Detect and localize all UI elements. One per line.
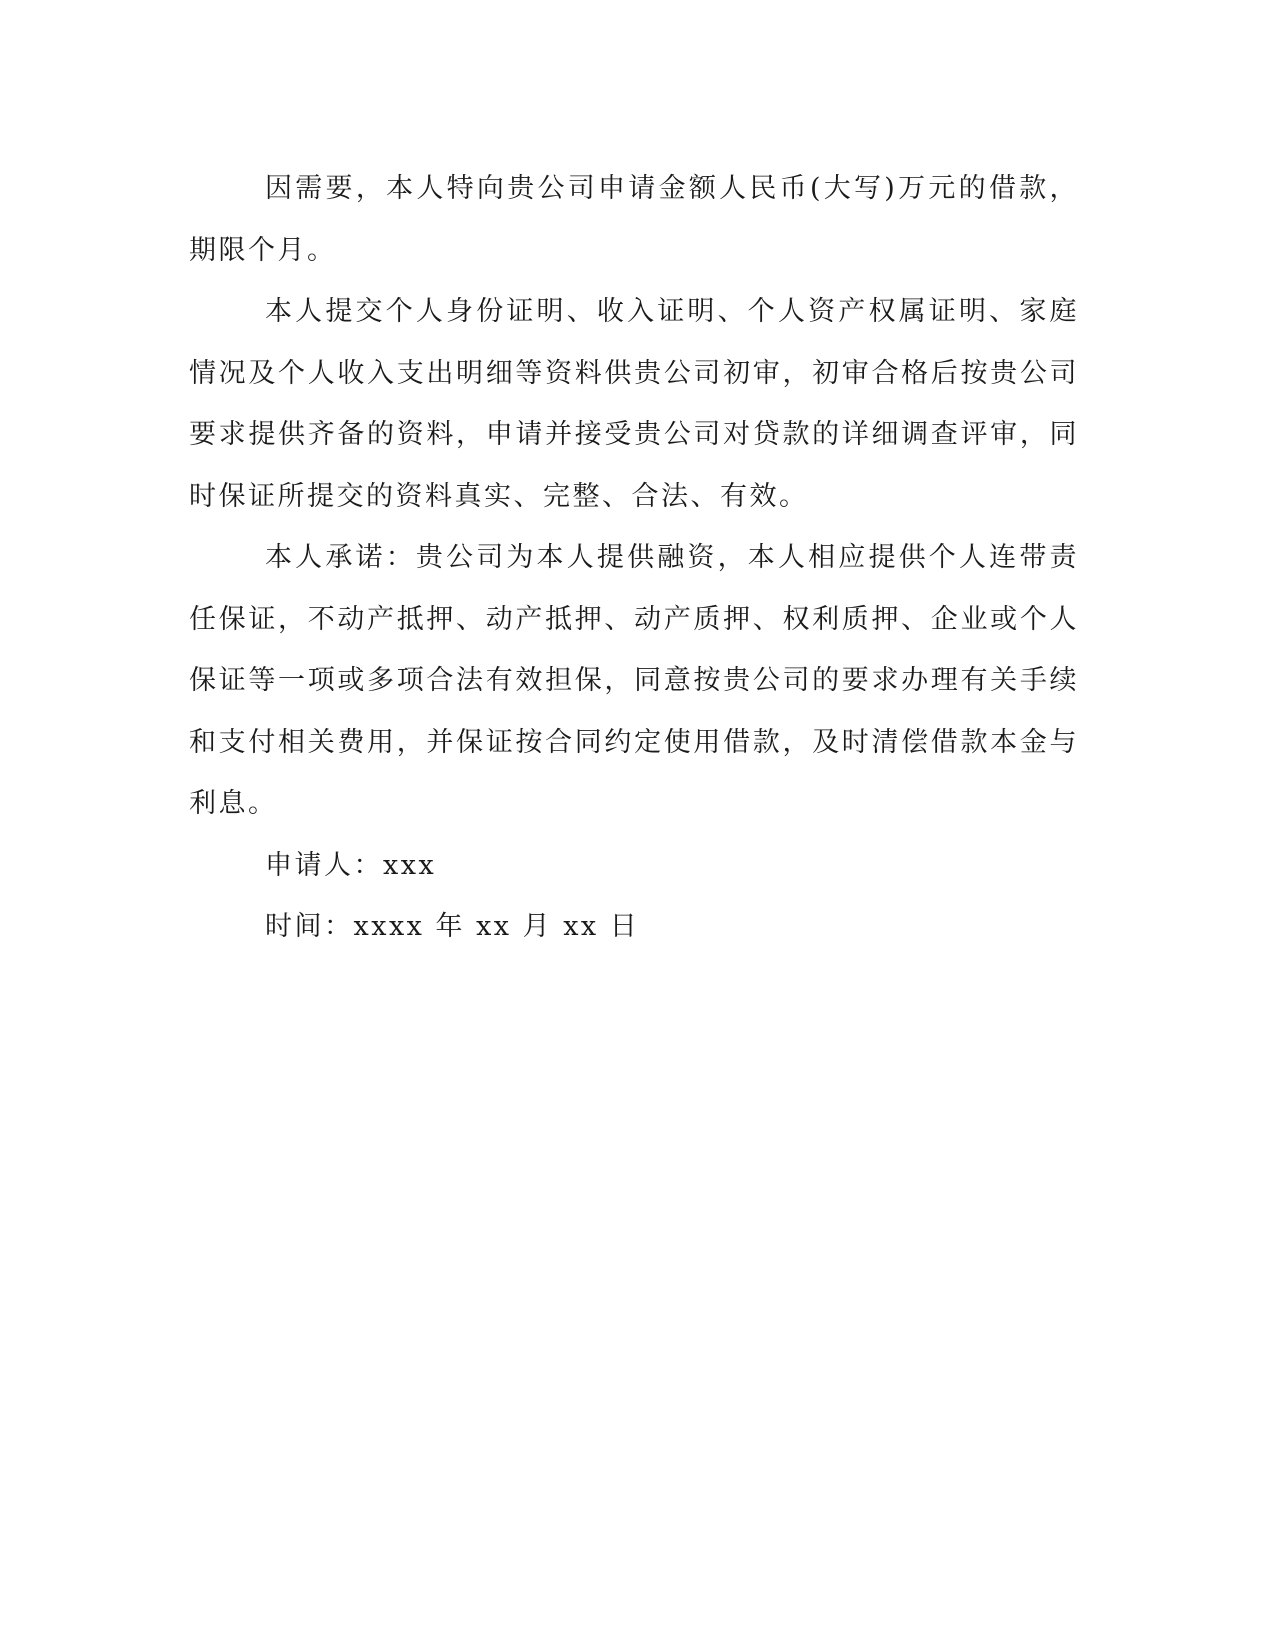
paragraph-loan-request: 因需要，本人特向贵公司申请金额人民币(大写)万元的借款，期限个月。 — [189, 173, 1079, 266]
date-line: 时间：xxxx 年 xx 月 xx 日 — [265, 911, 640, 942]
applicant-line: 申请人：xxx — [265, 849, 437, 881]
document-body — [189, 158, 1079, 958]
paragraph-materials: 本人提交个人身份证明、收入证明、个人资产权属证明、家庭情况及个人收入支出明细等资料供贵公司初审，初审合格后按贵公司要求提供齐备的资料，申请并接受贵公司对贷款的详细调查评审，同时保证所提交的资料真实、完整、合法、有效。 — [189, 296, 1079, 512]
paragraph-commitment: 本人承诺：贵公司为本人提供融资，本人相应提供个人连带责任保证，不动产抵押、动产抵押、动产质押、权利质押、企业或个人保证等一项或多项合法有效担保，同意按贵公司的要求办理有关手续和支付相关费用，并保证按合同约定使用借款，及时清偿借款本金与利息。 — [189, 542, 1079, 819]
